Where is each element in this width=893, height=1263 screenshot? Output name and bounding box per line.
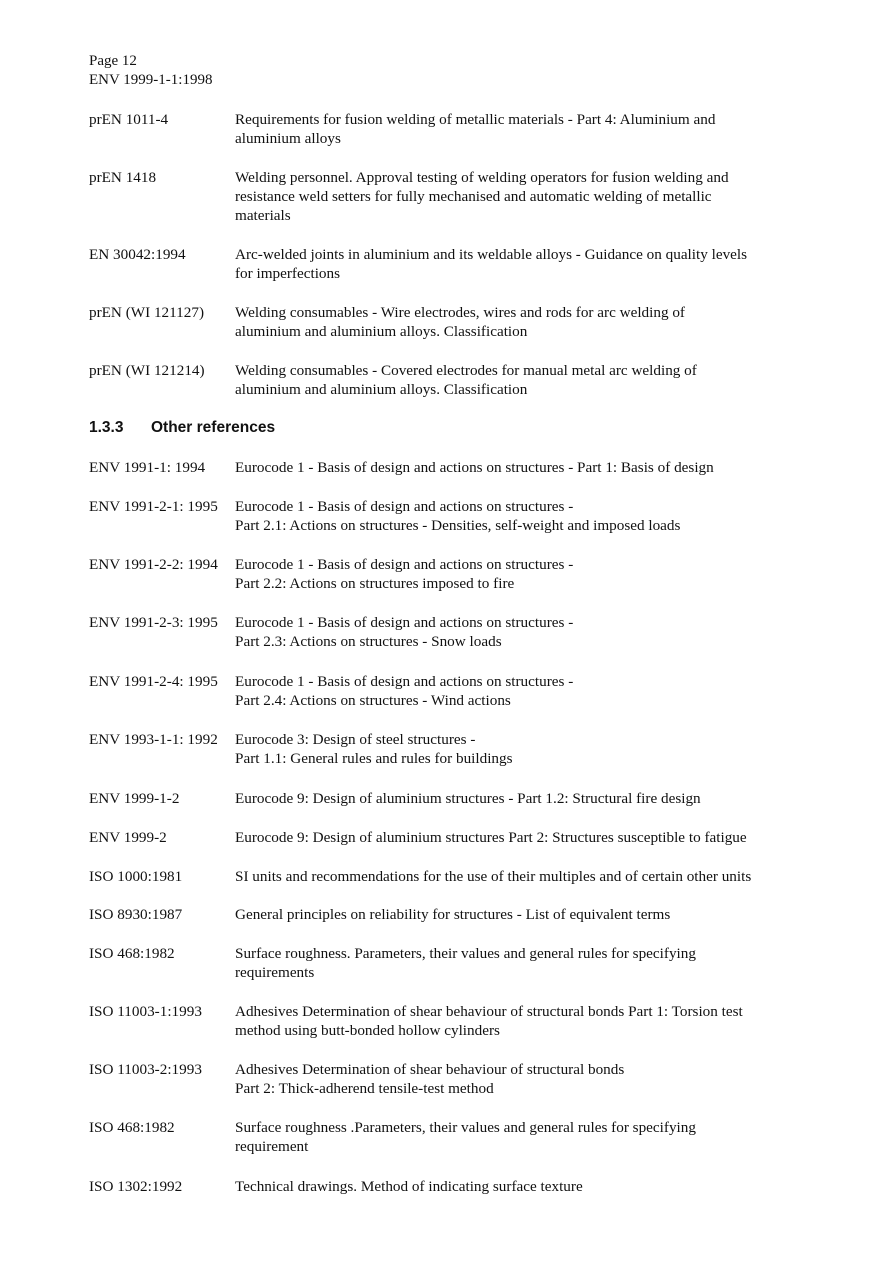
- reference-title-line: Eurocode 1 - Basis of design and actions on structures - Part 1: Basis of design: [235, 459, 714, 476]
- reference-code: ISO 468:1982: [89, 1119, 175, 1136]
- reference-code: ENV 1991-2-3: 1995: [89, 614, 218, 631]
- reference-title: [235, 361, 875, 399]
- reference-code: EN 30042:1994: [89, 246, 186, 263]
- reference-title-line: Eurocode 1 - Basis of design and actions on structures -: [235, 556, 574, 573]
- reference-title-line: Eurocode 1 - Basis of design and actions on structures -: [235, 673, 574, 690]
- reference-title-line: Technical drawings. Method of indicating surface texture: [235, 1178, 583, 1195]
- reference-title: [235, 730, 875, 768]
- reference-code: prEN 1011-4: [89, 111, 169, 128]
- reference-code: ISO 11003-1:1993: [89, 1003, 202, 1020]
- reference-title-line: requirements: [235, 964, 315, 981]
- reference-title: [235, 1060, 875, 1098]
- reference-title-line: Part 2.2: Actions on structures imposed to fire: [235, 575, 515, 592]
- reference-title-line: Welding consumables - Wire electrodes, wires and rods for arc welding of: [235, 304, 685, 321]
- reference-title: [235, 789, 875, 808]
- reference-code: ENV 1999-1-2: [89, 790, 180, 807]
- reference-title-line: Arc-welded joints in aluminium and its weldable alloys - Guidance on quality levels: [235, 246, 748, 263]
- reference-title-line: aluminium alloys: [235, 130, 341, 147]
- reference-title-line: for imperfections: [235, 265, 341, 282]
- reference-code: ENV 1991-2-4: 1995: [89, 673, 218, 690]
- reference-title-line: Adhesives Determination of shear behaviour of structural bonds: [235, 1061, 625, 1078]
- section-title: Other references: [151, 419, 276, 436]
- reference-title: [235, 944, 875, 982]
- reference-code: ENV 1991-1: 1994: [89, 459, 206, 476]
- section-number: 1.3.3: [89, 419, 124, 436]
- reference-title-line: Part 2.3: Actions on structures - Snow loads: [235, 633, 502, 650]
- reference-title: [235, 303, 875, 341]
- reference-title-line: aluminium and aluminium alloys. Classification: [235, 323, 528, 340]
- reference-title-line: Eurocode 1 - Basis of design and actions on structures -: [235, 614, 574, 631]
- reference-title-line: Eurocode 3: Design of steel structures -: [235, 731, 476, 748]
- reference-title: [235, 905, 875, 924]
- reference-code: ISO 468:1982: [89, 945, 175, 962]
- reference-title-line: materials: [235, 207, 291, 224]
- reference-title: [235, 555, 875, 593]
- reference-title-line: Welding consumables - Covered electrodes for manual metal arc welding of: [235, 362, 697, 379]
- reference-code: ENV 1999-2: [89, 829, 167, 846]
- reference-title: [235, 828, 875, 847]
- reference-title: [235, 867, 875, 886]
- reference-title-line: Adhesives Determination of shear behaviour of structural bonds Part 1: Torsion test: [235, 1003, 743, 1020]
- reference-title-line: Eurocode 1 - Basis of design and actions on structures -: [235, 498, 574, 515]
- reference-code: ENV 1993-1-1: 1992: [89, 731, 218, 748]
- reference-title: [235, 245, 875, 283]
- reference-title: [235, 1118, 875, 1156]
- reference-title: [235, 613, 875, 651]
- reference-title-line: aluminium and aluminium alloys. Classification: [235, 381, 528, 398]
- document-id: ENV 1999-1-1:1998: [89, 72, 213, 88]
- reference-title: [235, 168, 875, 225]
- reference-title-line: Eurocode 9: Design of aluminium structures Part 2: Structures susceptible to fatigue: [235, 829, 747, 846]
- reference-code: prEN (WI 121127): [89, 304, 204, 321]
- reference-title-line: Part 2: Thick-adherend tensile-test method: [235, 1080, 494, 1097]
- reference-title-line: requirement: [235, 1138, 309, 1155]
- reference-title-line: Part 2.1: Actions on structures - Densities, self-weight and imposed loads: [235, 517, 681, 534]
- reference-title-line: Part 2.4: Actions on structures - Wind actions: [235, 692, 511, 709]
- reference-code: ISO 1302:1992: [89, 1178, 183, 1195]
- reference-code: ISO 8930:1987: [89, 906, 183, 923]
- reference-code: ENV 1991-2-2: 1994: [89, 556, 218, 573]
- reference-title-line: Eurocode 9: Design of aluminium structures - Part 1.2: Structural fire design: [235, 790, 701, 807]
- reference-title-line: Surface roughness. Parameters, their values and general rules for specifying: [235, 945, 696, 962]
- page-header: [89, 52, 212, 90]
- reference-title: [235, 458, 875, 477]
- reference-title-line: Part 1.1: General rules and rules for buildings: [235, 750, 513, 767]
- reference-code: ISO 11003-2:1993: [89, 1061, 202, 1078]
- reference-title-line: SI units and recommendations for the use of their multiples and of certain other units: [235, 868, 752, 885]
- reference-title: [235, 672, 875, 710]
- reference-code: prEN 1418: [89, 169, 157, 186]
- reference-title: [235, 1002, 875, 1040]
- reference-title: [235, 110, 875, 148]
- reference-title: [235, 1177, 875, 1196]
- reference-title-line: Surface roughness .Parameters, their values and general rules for specifying: [235, 1119, 696, 1136]
- reference-code: ISO 1000:1981: [89, 868, 183, 885]
- reference-title-line: General principles on reliability for structures - List of equivalent terms: [235, 906, 671, 923]
- reference-title-line: Welding personnel. Approval testing of welding operators for fusion welding and: [235, 169, 729, 186]
- reference-code: ENV 1991-2-1: 1995: [89, 498, 218, 515]
- reference-code: prEN (WI 121214): [89, 362, 205, 379]
- reference-title-line: method using butt-bonded hollow cylinders: [235, 1022, 500, 1039]
- reference-title-line: Requirements for fusion welding of metallic materials - Part 4: Aluminium and: [235, 111, 716, 128]
- section-heading: [89, 418, 275, 437]
- page-number: Page 12: [89, 53, 137, 69]
- reference-title-line: resistance weld setters for fully mechanised and automatic welding of metallic: [235, 188, 712, 205]
- reference-title: [235, 497, 875, 535]
